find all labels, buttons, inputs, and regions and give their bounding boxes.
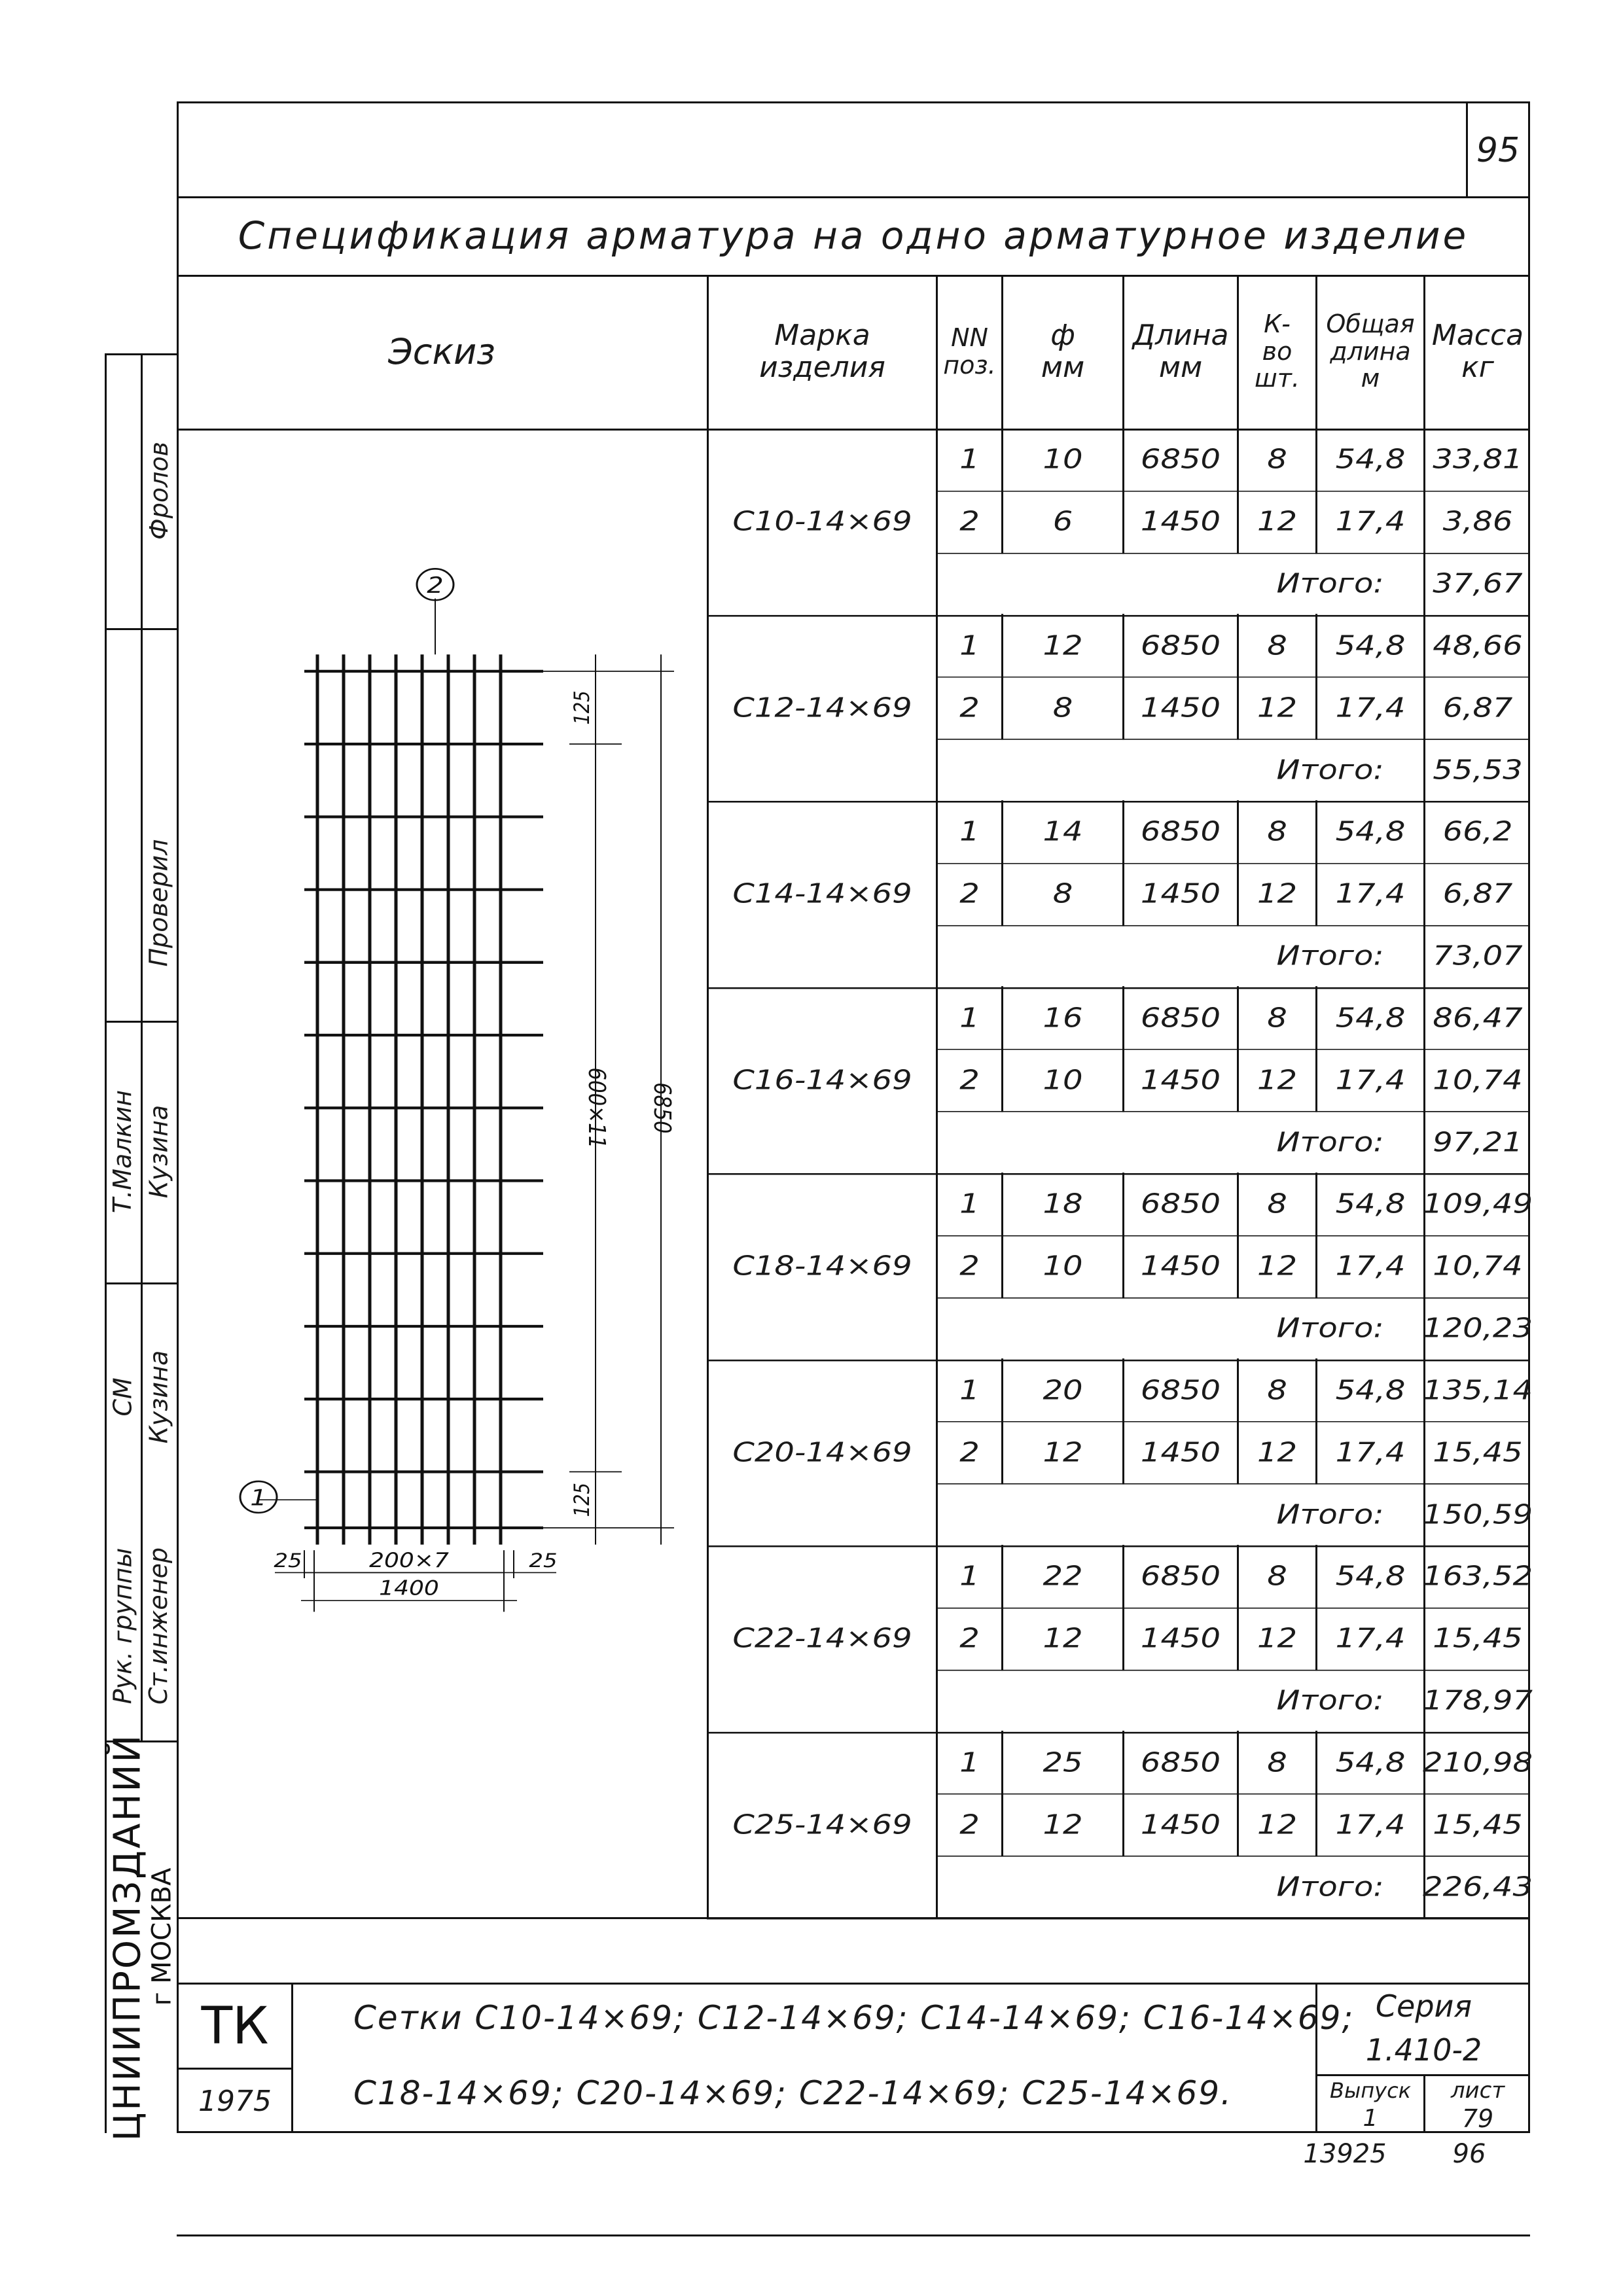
sheet-label: лист: [1450, 2077, 1505, 2104]
side-role-3: Т.Малкин: [108, 1089, 137, 1214]
table-cell: 1: [959, 1561, 980, 1593]
side-name-3-cell: [141, 1021, 177, 1282]
titleblock-top-line: [177, 2234, 1530, 2236]
series-label: Серия: [1375, 1988, 1472, 2024]
side-name-4: Фролов: [144, 441, 173, 540]
table-cell: 54,8: [1335, 444, 1406, 476]
total-label: Итого:: [1276, 1126, 1384, 1158]
table-cell: 54,8: [1335, 1374, 1406, 1406]
table-cell: 1450: [1140, 1064, 1221, 1096]
table-cell: 1450: [1140, 1623, 1221, 1655]
dim-1400: 1400: [379, 1576, 439, 1600]
dim-200x7: 200×7: [369, 1548, 449, 1572]
table-cell: 15,45: [1433, 1809, 1523, 1841]
table-cell: 6850: [1140, 629, 1221, 662]
table-cell: 8: [1267, 629, 1287, 662]
side-role-2: Ст.инженер: [144, 1547, 173, 1705]
table-cell: 2: [959, 506, 980, 538]
table-cell: 8: [1267, 1374, 1287, 1406]
table-cell: 6850: [1140, 1561, 1221, 1593]
table-cell: 86,47: [1433, 1002, 1523, 1034]
spec-title: Спецификация арматура на одно арматурное изделие: [238, 213, 1469, 258]
table-cell: 1: [959, 816, 980, 848]
table-cell: 6850: [1140, 1002, 1221, 1034]
mesh-sketch: [177, 431, 704, 1906]
product-mark: С14-14×69: [732, 878, 912, 910]
table-cell: 1450: [1140, 1809, 1221, 1841]
table-cell: 1450: [1140, 506, 1221, 538]
table-cell: 6850: [1140, 1188, 1221, 1220]
table-cell: 15,45: [1433, 1436, 1523, 1468]
table-cell: 1: [959, 1374, 980, 1406]
table-cell: 17,4: [1335, 1064, 1406, 1096]
table-cell: 10: [1043, 1064, 1083, 1096]
tk-label: ТК: [201, 1996, 269, 2056]
table-cell: 54,8: [1335, 1746, 1406, 1778]
table-cell: 1450: [1140, 878, 1221, 910]
table-cell: 12: [1257, 1623, 1298, 1655]
sheet-number: 95: [1476, 131, 1520, 170]
table-cell: 17,4: [1335, 1436, 1406, 1468]
position-2-label: 2: [427, 571, 444, 599]
table-cell: 17,4: [1335, 692, 1406, 724]
series-value: 1.410-2: [1365, 2032, 1482, 2068]
table-cell: 12: [1043, 1809, 1083, 1841]
product-mark: С18-14×69: [732, 1250, 912, 1282]
side-name-2-cell: [141, 1282, 177, 1511]
table-cell: 54,8: [1335, 1561, 1406, 1593]
table-cell: 2: [959, 1436, 980, 1468]
table-cell: 54,8: [1335, 1002, 1406, 1034]
footer-line-2: С18-14×69; С20-14×69; С22-14×69; С25-14×69.: [353, 2074, 1232, 2112]
side-role-4: Проверил: [144, 839, 173, 967]
table-cell: 6850: [1140, 444, 1221, 476]
product-mark: С22-14×69: [732, 1623, 912, 1655]
total-label: Итого:: [1276, 1871, 1384, 1903]
side-name-2: Кузина: [144, 1350, 173, 1444]
dim-6850: 6850: [649, 1082, 677, 1134]
table-cell: 66,2: [1442, 816, 1513, 848]
table-cell: 2: [959, 1250, 980, 1282]
table-cell: 8: [1052, 692, 1073, 724]
table-cell: 12: [1043, 1436, 1083, 1468]
table-cell: 20: [1043, 1374, 1083, 1406]
mesh-grid: [304, 654, 543, 1544]
table-cell: 6,87: [1442, 692, 1513, 724]
table-cell: 54,8: [1335, 1188, 1406, 1220]
table-cell: 2: [959, 878, 980, 910]
dim-125-bottom: 125: [569, 1483, 595, 1517]
table-cell: 14: [1043, 816, 1083, 848]
table-cell: 1450: [1140, 1250, 1221, 1282]
side-row-line-1: [105, 628, 177, 630]
footer-line-1: Сетки С10-14×69; С12-14×69; С14-14×69; С16-14×69;: [353, 1999, 1355, 2037]
total-value: 178,97: [1423, 1685, 1533, 1716]
table-cell: 8: [1267, 1561, 1287, 1593]
table-cell: 8: [1267, 1002, 1287, 1034]
total-value: 150,59: [1423, 1498, 1533, 1530]
table-cell: 18: [1043, 1188, 1083, 1220]
table-cell: 135,14: [1423, 1374, 1533, 1406]
table-cell: 17,4: [1335, 878, 1406, 910]
side-sig-1: СМ: [108, 1377, 137, 1417]
table-cell: 10: [1043, 444, 1083, 476]
table-cell: 12: [1257, 506, 1298, 538]
dim-left-25: 25: [274, 1550, 302, 1572]
titleblock-left-divider: [291, 1983, 293, 2133]
total-value: 73,07: [1433, 940, 1523, 972]
table-cell: 12: [1257, 1436, 1298, 1468]
side-role-1: Рук. группы: [108, 1547, 137, 1704]
table-cell: 6,87: [1442, 878, 1513, 910]
table-cell: 8: [1052, 878, 1073, 910]
table-cell: 1450: [1140, 692, 1221, 724]
table-cell: 8: [1267, 444, 1287, 476]
table-cell: 210,98: [1423, 1746, 1533, 1778]
col-header-mark: Марка изделия: [759, 319, 885, 384]
dim-600x11: 600×11: [583, 1067, 611, 1149]
bottom-left-number: 13925: [1303, 2139, 1387, 2169]
table-cell: 163,52: [1423, 1561, 1533, 1593]
side-name-4-cell: [141, 353, 177, 628]
table-cell: 10,74: [1433, 1250, 1523, 1282]
table-cell: 17,4: [1335, 1809, 1406, 1841]
side-name-3: Кузина: [144, 1104, 173, 1199]
organization-name: ЦНИИПРОМЗДАНИЙ: [106, 1733, 149, 2141]
table-cell: 16: [1043, 1002, 1083, 1034]
col-header-len: Длина мм: [1132, 319, 1229, 384]
dimension-lines: [259, 599, 677, 1612]
empty-strip-top-line: [177, 1917, 1530, 1919]
total-label: Итого:: [1276, 1313, 1384, 1344]
organization-cell: [105, 1733, 151, 2141]
table-cell: 12: [1257, 878, 1298, 910]
product-mark: С12-14×69: [732, 692, 912, 724]
total-value: 120,23: [1423, 1313, 1533, 1344]
table-cell: 17,4: [1335, 506, 1406, 538]
table-cell: 2: [959, 1623, 980, 1655]
product-mark: С16-14×69: [732, 1064, 912, 1096]
table-cell: 1: [959, 629, 980, 662]
side-role-4-cell: [141, 785, 177, 1021]
table-cell: 6850: [1140, 1746, 1221, 1778]
total-label: Итого:: [1276, 1685, 1384, 1716]
table-cell: 17,4: [1335, 1250, 1406, 1282]
organization-city: г МОСКВА: [147, 1867, 177, 2006]
city-cell: [147, 1740, 177, 2133]
table-cell: 109,49: [1423, 1188, 1533, 1220]
table-cell: 12: [1257, 1064, 1298, 1096]
product-mark: С20-14×69: [732, 1436, 912, 1468]
product-mark: С25-14×69: [732, 1809, 912, 1841]
col-header-qty: К-во шт.: [1255, 309, 1300, 393]
total-label: Итого:: [1276, 1498, 1384, 1530]
product-mark: С10-14×69: [732, 506, 912, 538]
bottom-right-number: 96: [1452, 2139, 1486, 2169]
table-cell: 12: [1043, 1623, 1083, 1655]
table-cell: 17,4: [1335, 1623, 1406, 1655]
total-value: 55,53: [1433, 754, 1523, 786]
total-label: Итого:: [1276, 940, 1384, 972]
total-value: 97,21: [1433, 1126, 1523, 1158]
table-cell: 2: [959, 1809, 980, 1841]
col-header-dia: ф мм: [1041, 319, 1085, 384]
col-header-tlen: Общая длина м: [1326, 309, 1415, 393]
table-cell: 8: [1267, 1188, 1287, 1220]
table-cell: 8: [1267, 1746, 1287, 1778]
table-cell: 54,8: [1335, 629, 1406, 662]
table-cell: 3,86: [1442, 506, 1513, 538]
year-label: 1975: [198, 2085, 272, 2118]
table-cell: 12: [1257, 1809, 1298, 1841]
total-value: 226,43: [1423, 1871, 1533, 1903]
sheet-value: 79: [1461, 2104, 1494, 2133]
dim-125-top: 125: [569, 690, 595, 725]
table-cell: 6: [1052, 506, 1073, 538]
total-value: 37,67: [1433, 568, 1523, 600]
table-cell: 10,74: [1433, 1064, 1523, 1096]
sketch-header: Эскиз: [388, 330, 495, 372]
table-cell: 1450: [1140, 1436, 1221, 1468]
table-cell: 2: [959, 1064, 980, 1096]
total-label: Итого:: [1276, 754, 1384, 786]
table-cell: 6850: [1140, 816, 1221, 848]
table-cell: 1: [959, 1188, 980, 1220]
issue-value: 1: [1363, 2105, 1378, 2132]
table-cell: 12: [1257, 692, 1298, 724]
col-header-pos: NN поз.: [943, 323, 996, 380]
table-cell: 22: [1043, 1561, 1083, 1593]
table-cell: 12: [1257, 1250, 1298, 1282]
side-role-2-cell: [141, 1511, 177, 1740]
table-cell: 10: [1043, 1250, 1083, 1282]
side-role-3-cell: [105, 1021, 141, 1282]
table-cell: 1: [959, 444, 980, 476]
table-cell: 6850: [1140, 1374, 1221, 1406]
side-sig-1-cell: [105, 1282, 141, 1511]
table-cell: 15,45: [1433, 1623, 1523, 1655]
table-cell: 8: [1267, 816, 1287, 848]
table-cell: 2: [959, 692, 980, 724]
total-label: Итого:: [1276, 568, 1384, 600]
table-cell: 1: [959, 1746, 980, 1778]
table-cell: 48,66: [1433, 629, 1523, 662]
table-cell: 33,81: [1433, 444, 1523, 476]
col-header-mass: Масса кг: [1431, 319, 1524, 384]
position-1-label: 1: [250, 1484, 267, 1511]
dim-right-25: 25: [529, 1550, 558, 1572]
side-role-1-cell: [105, 1511, 141, 1740]
issue-label: Выпуск: [1330, 2077, 1411, 2103]
table-cell: 1: [959, 1002, 980, 1034]
table-cell: 25: [1043, 1746, 1083, 1778]
table-cell: 12: [1043, 629, 1083, 662]
table-cell: 54,8: [1335, 816, 1406, 848]
